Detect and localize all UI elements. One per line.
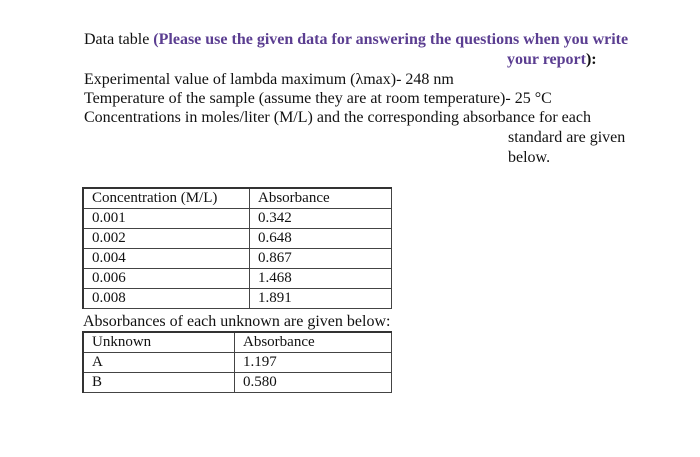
table-cell: 0.001 — [83, 209, 250, 229]
lambda-max-line: Experimental value of lambda maximum (λmax)- 248 nm — [84, 71, 454, 88]
header-cell: Absorbance — [250, 188, 392, 209]
table-row — [83, 249, 392, 269]
table-cell: 1.468 — [250, 269, 392, 289]
table-cell: B — [83, 373, 235, 393]
concentration-line: Concentrations in moles/liter (M/L) and the corresponding absorbance for each — [84, 109, 591, 126]
temperature-line: Temperature of the sample (assume they are at room temperature)- 25 °C — [84, 90, 552, 107]
table-row — [83, 209, 392, 229]
unknowns-intro: Absorbances of each unknown are given below: — [83, 313, 391, 330]
table-header-row — [83, 332, 392, 353]
table-cell: 0.004 — [83, 249, 250, 269]
data-table-heading — [84, 31, 628, 49]
unknowns-table — [82, 331, 392, 393]
header-cell: Absorbance — [235, 332, 392, 353]
table-cell: 1.197 — [235, 353, 392, 373]
concentration-line-cont1: standard are given — [508, 129, 626, 146]
standards-table — [82, 187, 392, 309]
table-row — [83, 353, 392, 373]
table-cell: 0.342 — [250, 209, 392, 229]
table-cell: 0.580 — [235, 373, 392, 393]
table-cell: A — [83, 353, 235, 373]
table-cell: 0.002 — [83, 229, 250, 249]
table-cell: 0.006 — [83, 269, 250, 289]
table-row — [83, 373, 392, 393]
table-row — [83, 229, 392, 249]
table-header-row — [83, 188, 392, 209]
table-cell: 0.648 — [250, 229, 392, 249]
header-cell: Unknown — [83, 332, 235, 353]
data-table-heading-cont — [507, 51, 597, 69]
heading-instruction-text: (Please use the given data for answering the questions when you write — [153, 31, 629, 48]
heading-instruction-text-cont: your report — [507, 51, 586, 68]
table-row — [83, 269, 392, 289]
heading-closing-text: ): — [585, 51, 597, 68]
table-row — [83, 289, 392, 309]
header-cell: Concentration (M/L) — [83, 188, 250, 209]
table-cell: 0.867 — [250, 249, 392, 269]
table-cell: 1.891 — [250, 289, 392, 309]
table-cell: 0.008 — [83, 289, 250, 309]
heading-plain-text: Data table — [84, 31, 154, 48]
concentration-line-cont2: below. — [508, 149, 551, 166]
